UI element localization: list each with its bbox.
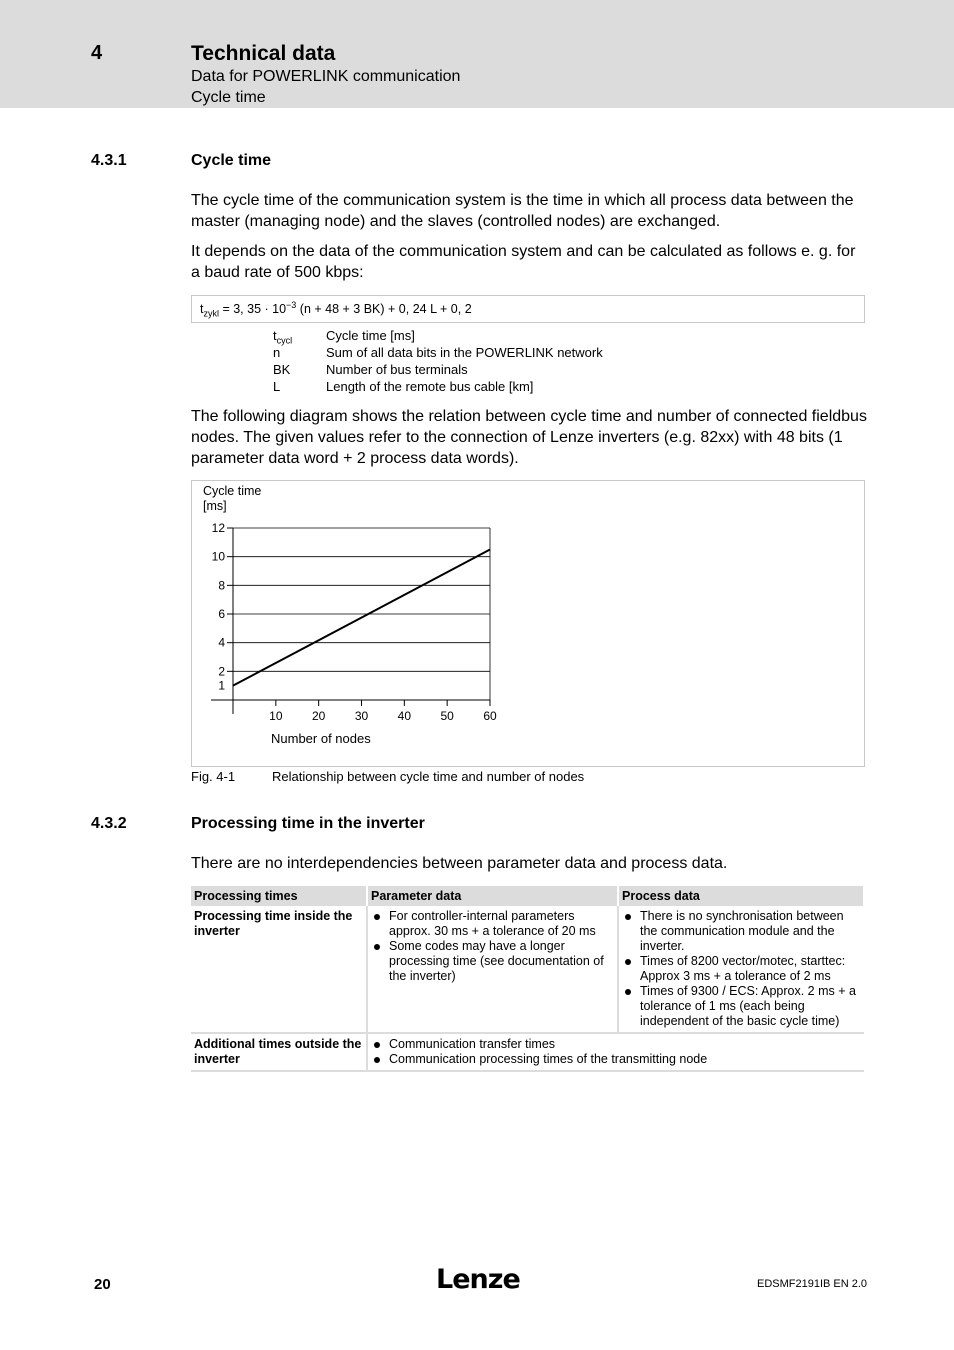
lenze-logo: Lenze xyxy=(436,1264,520,1295)
x-tick-label: 30 xyxy=(354,709,369,723)
y-tick-label: 10 xyxy=(211,549,225,564)
page-number: 20 xyxy=(94,1276,111,1293)
legend-symbol: BK xyxy=(273,362,291,377)
paragraph: It depends on the data of the communication system and can be calculated as follows e. g. for a baud rate of 500 kbps: xyxy=(191,243,856,281)
table-cell xyxy=(367,1033,864,1071)
table-cell xyxy=(618,906,864,1033)
section-number: 4.3.1 xyxy=(91,152,127,169)
list-item: Times of 9300 / ECS: Approx. 2 ms + a tolerance of 1 ms (each being independent of the basic cycle time) xyxy=(622,984,861,1029)
legend-symbol: $t_{cycl}$ xyxy=(273,328,293,346)
table-header: Parameter data xyxy=(367,886,618,906)
y-tick-label: 1 xyxy=(218,678,225,693)
formula: $t_{zykl} = 3$, $35 \cdot 10^{-3}$ (n + 48 + 3 BK) + 0, 24 L + 0, 2 xyxy=(200,300,472,319)
paragraph: The following diagram shows the relation between cycle time and number of connected fieldbus nodes. The given values refer to the connection of Lenze inverters (e.g. 82xx) with 48 bits (1 parameter data word + 2 process data words). xyxy=(191,408,867,467)
y-tick-label: 6 xyxy=(218,607,225,621)
y-tick-label: 2 xyxy=(218,664,225,679)
paragraph: There are no interdependencies between parameter data and process data. xyxy=(191,855,728,872)
table-header: Process data xyxy=(618,886,864,906)
header-subtitle: Data for POWERLINK communication xyxy=(191,68,461,85)
legend-definition: Length of the remote bus cable [km] xyxy=(326,379,534,394)
table-header: Processing times xyxy=(191,886,367,906)
legend-definition: Cycle time [ms] xyxy=(326,328,415,343)
table-row-label: Processing time inside the inverter xyxy=(191,906,367,1033)
cycle-time-chart xyxy=(191,480,865,767)
section-number: 4.3.2 xyxy=(91,815,127,832)
y-axis-label: Cycle time xyxy=(203,484,262,498)
table-header-row xyxy=(191,886,864,906)
list-item: There is no synchronisation between the communication module and the inverter. xyxy=(622,909,861,954)
list-item: Some codes may have a longer processing time (see documentation of the inverter) xyxy=(371,939,614,984)
section-title: Processing time in the inverter xyxy=(191,815,425,832)
x-tick-label: 20 xyxy=(311,709,326,723)
list-item: Communication transfer times xyxy=(371,1037,861,1052)
y-axis-unit: [ms] xyxy=(203,499,227,513)
y-tick-label: 12 xyxy=(211,521,225,535)
paragraph: The cycle time of the communication system is the time in which all process data between the master (managing node) and the slaves (controlled nodes) are exchanged. xyxy=(191,192,854,230)
figure-caption: Relationship between cycle time and number of nodes xyxy=(272,769,585,784)
table-row-label: Additional times outside the inverter xyxy=(191,1033,367,1071)
table-row xyxy=(191,1033,864,1071)
figure-label: Fig. 4-1 xyxy=(191,769,236,784)
x-tick-label: 50 xyxy=(440,709,454,723)
chart-series xyxy=(233,550,490,686)
legend-symbol: L xyxy=(273,379,281,394)
header-band xyxy=(0,0,954,108)
y-tick-label: 8 xyxy=(218,578,225,593)
x-tick-label: 10 xyxy=(269,709,283,723)
section-title: Cycle time xyxy=(191,152,272,169)
series-line xyxy=(233,550,490,686)
list-item: For controller-internal parameters approx. 30 ms + a tolerance of 20 ms xyxy=(371,909,614,939)
list-item: Communication processing times of the transmitting node xyxy=(371,1052,861,1067)
list-item: Times of 8200 vector/motec, starttec: Approx 3 ms + a tolerance of 2 ms xyxy=(622,954,861,984)
table-cell xyxy=(367,906,618,1033)
x-tick-label: 40 xyxy=(397,709,412,723)
table-row xyxy=(191,906,864,1033)
x-tick-label: 60 xyxy=(483,709,497,723)
chapter-number: 4 xyxy=(91,42,103,64)
legend-definition: Sum of all data bits in the POWERLINK network xyxy=(326,345,603,360)
y-tick-label: 4 xyxy=(218,635,225,650)
chart-axes xyxy=(211,528,490,714)
x-axis-label: Number of nodes xyxy=(271,731,371,746)
document-id: EDSMF2191IB EN 2.0 xyxy=(757,1278,868,1290)
legend-symbol: n xyxy=(273,345,281,360)
chart-grid xyxy=(233,528,490,700)
legend-definition: Number of bus terminals xyxy=(326,362,468,377)
header-subtitle: Cycle time xyxy=(191,89,266,106)
chapter-title: Technical data xyxy=(191,42,336,65)
processing-times-table xyxy=(191,886,865,1072)
